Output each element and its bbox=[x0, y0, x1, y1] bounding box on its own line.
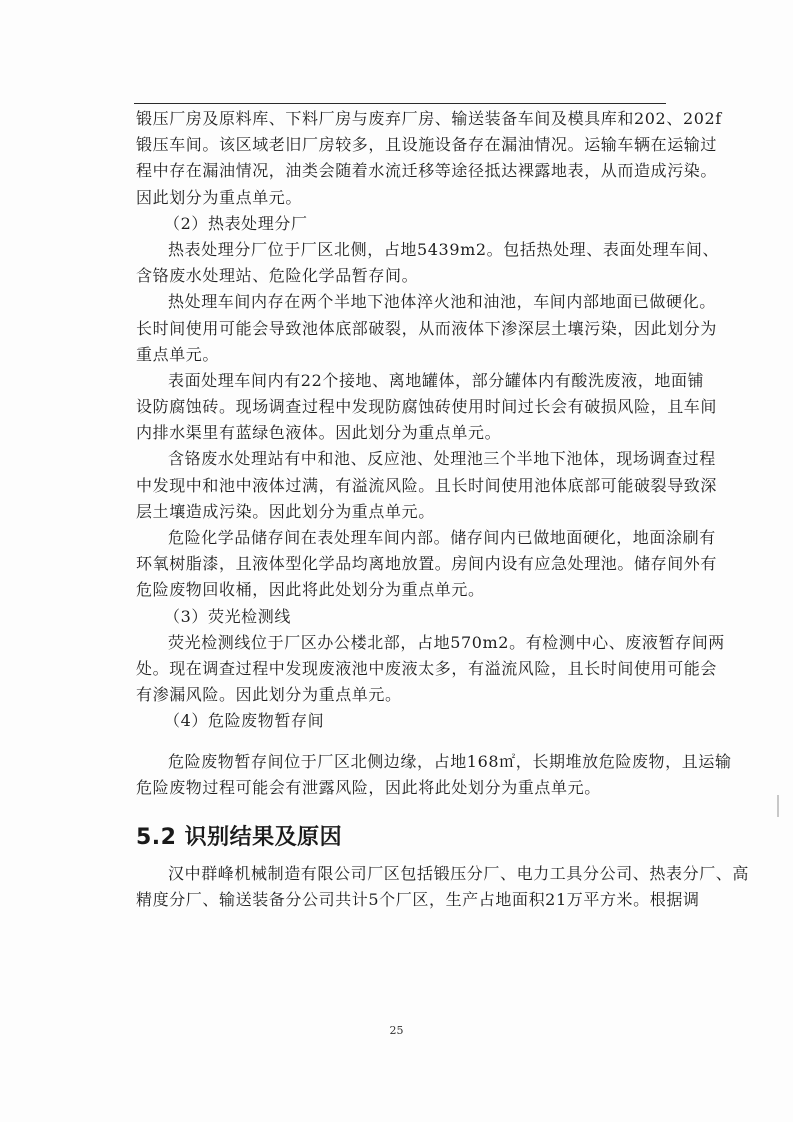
body-line: 含铬废水处理站有中和池、反应池、处理池三个半地下池体，现场调查过程 bbox=[168, 449, 716, 469]
body-line: 含铬废水处理站、危险化学品暂存间。 bbox=[136, 266, 419, 286]
spacer bbox=[136, 735, 664, 749]
body-line: 汉中群峰机械制造有限公司厂区包括锻压分厂、电力工具分公司、热表分厂、高 bbox=[168, 863, 750, 883]
page-content bbox=[136, 106, 750, 913]
body-line: 热处理车间内存在两个半地下池体淬火池和油池，车间内部地面已做硬化。 bbox=[168, 292, 716, 312]
page-number: 25 bbox=[389, 1024, 404, 1037]
scan-artifact bbox=[777, 795, 779, 817]
body-line: 层土壤造成污染。因此划分为重点单元。 bbox=[136, 501, 435, 521]
body-line: 热表处理分厂位于厂区北侧，占地5439m2。包括热处理、表面处理车间、 bbox=[168, 239, 720, 259]
body-line: 锻压车间。该区域老旧厂房较多，且设施设备存在漏油情况。运输车辆在运输过 bbox=[136, 135, 718, 155]
body-line: 表面处理车间内有22个接地、离地罐体，部分罐体内有酸洗废液，地面铺 bbox=[168, 370, 705, 390]
body-line: 设防腐蚀砖。现场调查过程中发现防腐蚀砖使用时间过长会有破损风险，且车间 bbox=[136, 397, 718, 417]
body-line: 因此划分为重点单元。 bbox=[136, 187, 303, 207]
body-line: 精度分厂、输送装备分公司共计5个厂区，生产占地面积21万平方米。根据调 bbox=[136, 890, 700, 910]
body-line: 危险废物暂存间位于厂区北侧边缘，占地168㎡，长期堆放危险废物，且运输 bbox=[168, 751, 732, 771]
section-title: 5.2 识别结果及原因 bbox=[136, 824, 343, 850]
body-line: 环氧树脂漆，且液体型化学品均离地放置。房间内设有应急处理池。储存间外有 bbox=[136, 554, 718, 574]
body-line: 处。现在调查过程中发现废液池中废液太多，有溢流风险，且长时间使用可能会 bbox=[136, 658, 718, 678]
subheading-hazardous-waste: （4）危险废物暂存间 bbox=[164, 711, 325, 731]
body-line: 锻压厂房及原料库、下料厂房与废弃厂房、输送装备车间及模具库和202、202f bbox=[136, 109, 722, 128]
subheading-fluorescent-line: （3）荧光检测线 bbox=[164, 606, 291, 626]
body-line: 内排水渠里有蓝绿色液体。因此划分为重点单元。 bbox=[136, 423, 502, 443]
body-line: 危险化学品储存间在表处理车间内部。储存间内已做地面硬化，地面涂刷有 bbox=[168, 528, 716, 547]
body-line: 有渗漏风险。因此划分为重点单元。 bbox=[136, 685, 402, 705]
body-line: 荧光检测线位于厂区办公楼北部，占地570m2。有检测中心、废液暂存间两 bbox=[168, 632, 725, 652]
body-line: 中发现中和池中液体过满，有溢流风险。且长时间使用池体底部可能破裂导致深 bbox=[136, 475, 718, 495]
body-line: 危险废物回收桶，因此将此处划分为重点单元。 bbox=[136, 580, 485, 600]
body-line: 程中存在漏油情况，油类会随着水流迁移等途径抵达裸露地表，从而造成污染。 bbox=[136, 161, 718, 181]
body-line: 危险废物过程可能会有泄露风险，因此将此处划分为重点单元。 bbox=[136, 777, 601, 797]
top-rule bbox=[134, 103, 666, 104]
body-line: 长时间使用可能会导致池体底部破裂，从而液体下渗深层土壤污染，因此划分为 bbox=[136, 318, 718, 338]
subheading-heat-treatment: （2）热表处理分厂 bbox=[164, 213, 308, 233]
body-line: 重点单元。 bbox=[136, 344, 220, 364]
